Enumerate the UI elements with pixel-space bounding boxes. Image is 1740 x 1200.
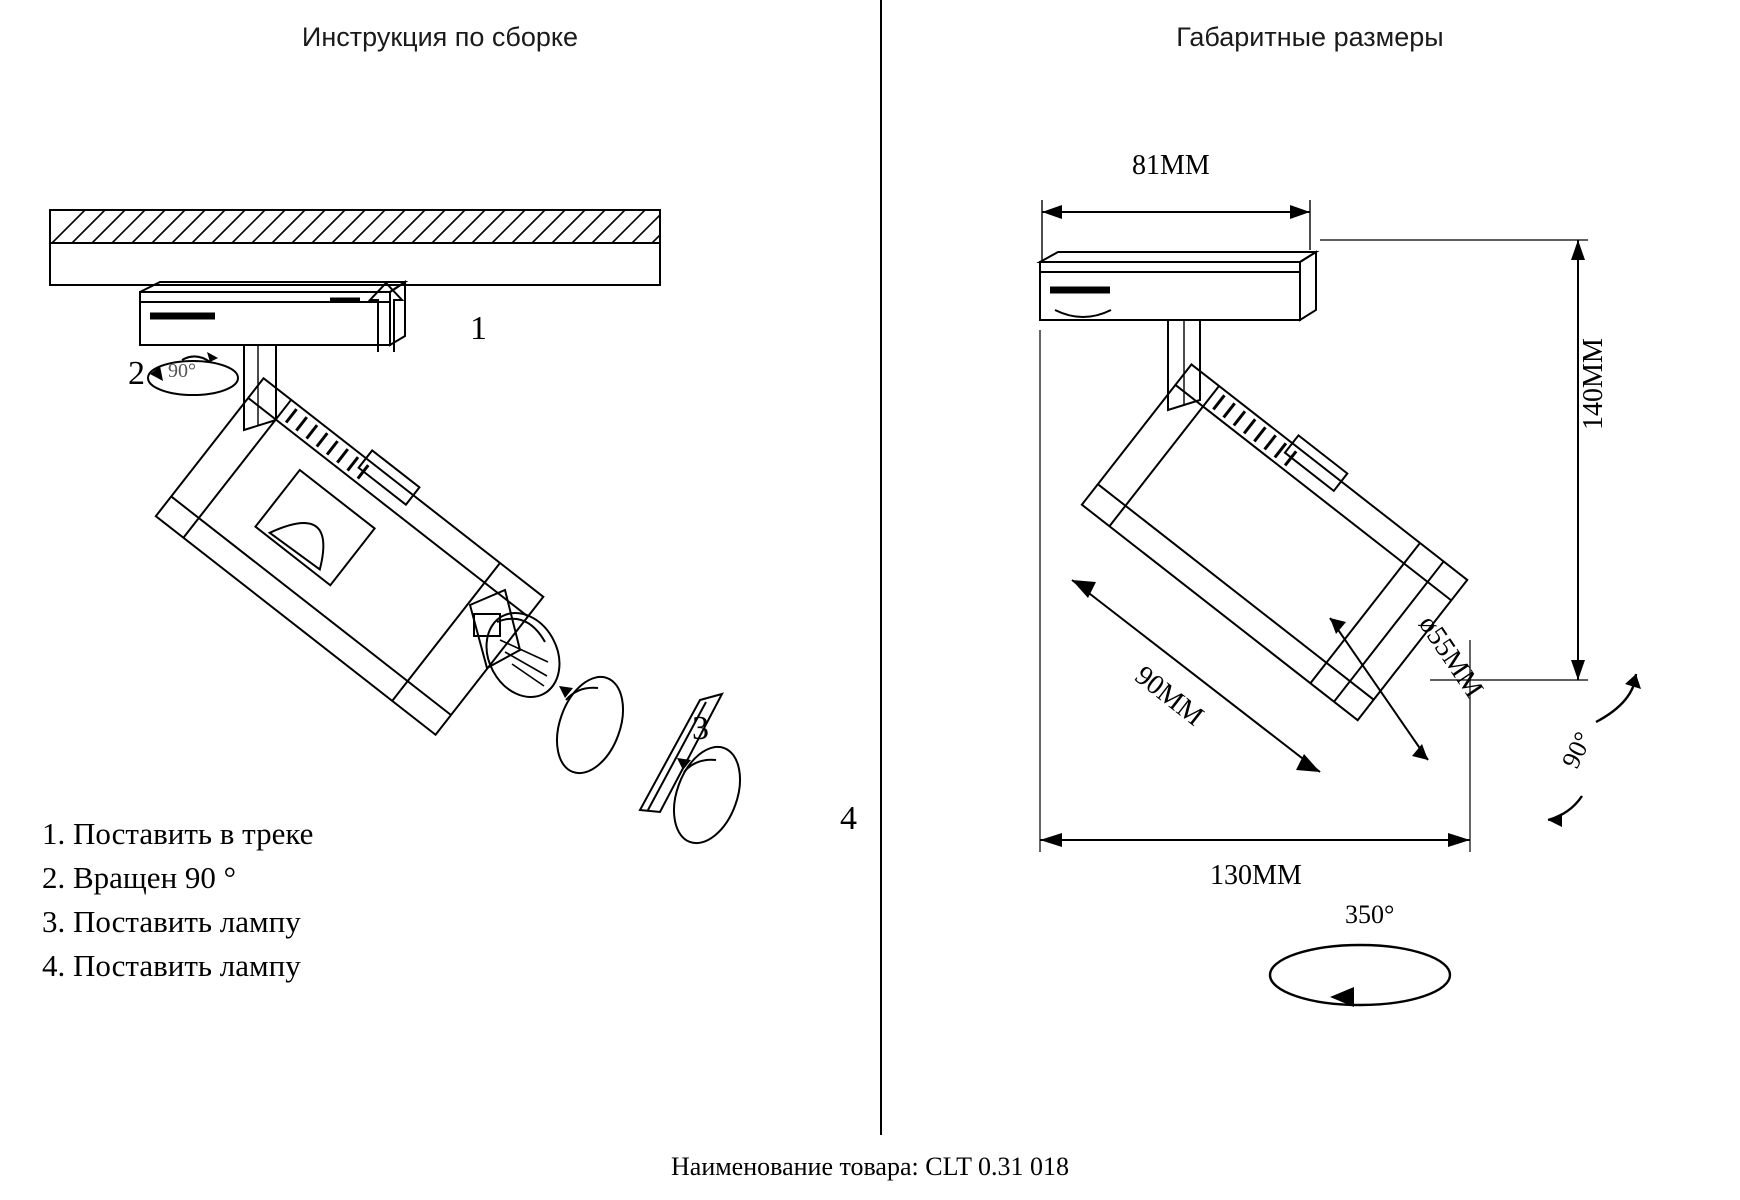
tilt-angle-label: 90° (1556, 727, 1599, 773)
dimension-width-81mm: 81ММ (1132, 150, 1210, 181)
dimension-length-90mm: 90ММ (1128, 660, 1210, 733)
product-name-footer: Наименование товара: CLT 0.31 018 (671, 1152, 1069, 1181)
spin-angle-label: 350° (1345, 900, 1395, 929)
callout-1: 1 (470, 310, 487, 347)
callout-3: 3 (692, 710, 709, 747)
left-panel-title: Инструкция по сборке (301, 22, 579, 52)
callout-4: 4 (840, 800, 857, 837)
right-panel-title: Габаритные размеры (1176, 22, 1444, 52)
dimension-diameter-55mm: ø55ММ (1412, 610, 1490, 704)
assembly-step-1: 1. Поставить в треке (42, 816, 314, 851)
dimension-total-130mm: 130ММ (1210, 860, 1302, 891)
dimension-height-140mm: 140ММ (1578, 338, 1609, 430)
rotation-hint-90: 90° (168, 360, 196, 382)
assembly-step-3: 3. Поставить лампу (42, 904, 301, 939)
callout-2: 2 (128, 355, 145, 392)
assembly-step-2: 2. Вращен 90 ° (42, 860, 237, 895)
assembly-step-4: 4. Поставить лампу (42, 948, 301, 983)
